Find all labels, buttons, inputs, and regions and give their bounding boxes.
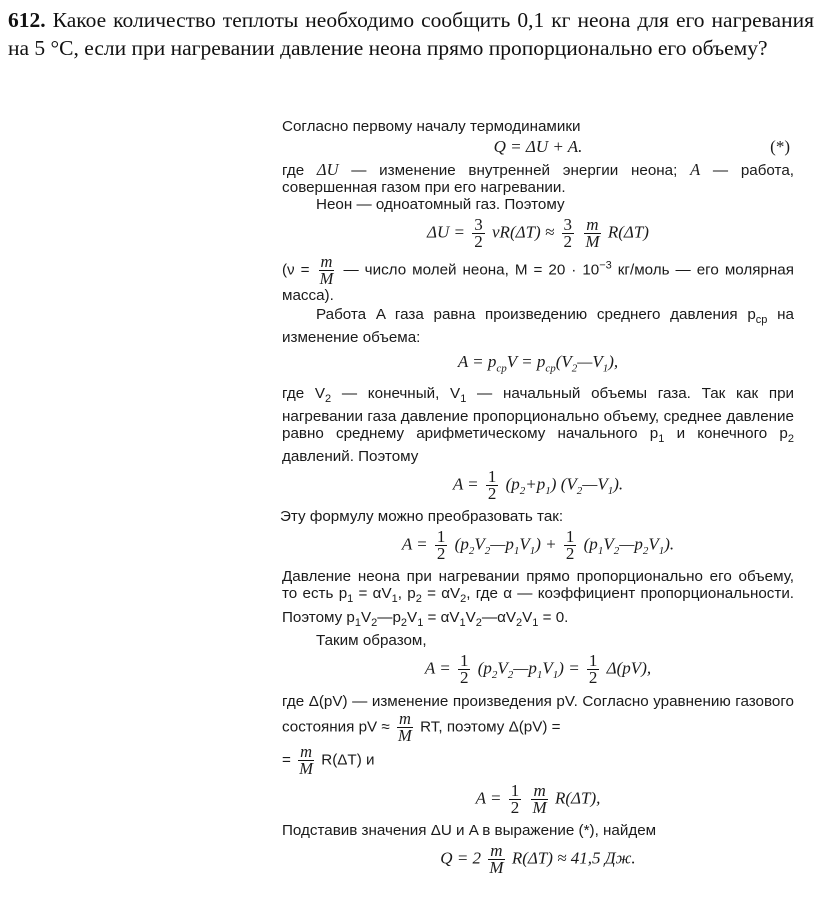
t: (p	[454, 534, 469, 554]
num: m	[533, 780, 546, 800]
t: ) (V	[550, 474, 577, 494]
solution-line	[282, 385, 794, 465]
formula-work-split	[282, 529, 794, 562]
t: A =	[452, 474, 479, 494]
t: = αV	[353, 585, 392, 603]
num: m	[586, 215, 599, 234]
s: ср	[545, 362, 556, 375]
solution-line	[282, 741, 794, 778]
num: 1	[459, 650, 469, 670]
t: (p	[505, 474, 520, 494]
num: 1	[487, 467, 497, 487]
num: 3	[563, 215, 573, 234]
fraction	[486, 469, 499, 502]
formula-first-law	[282, 138, 794, 155]
t: =	[282, 751, 291, 769]
s: ср	[496, 362, 507, 375]
solution-line: Эту формулу можно преобразовать так:	[280, 508, 564, 526]
t: ) =	[558, 657, 580, 677]
fraction	[587, 650, 600, 687]
den: M	[319, 269, 334, 288]
s: 1	[459, 616, 466, 629]
s: 2	[325, 393, 332, 406]
t: где V	[282, 385, 326, 403]
formula-tag: (*)	[770, 137, 790, 156]
text: — число молей неона, M = 20 · 10	[343, 261, 600, 279]
den: 2	[474, 232, 483, 251]
fraction	[298, 741, 314, 778]
problem-number: 612.	[8, 8, 46, 32]
num: m	[490, 840, 503, 860]
sub: ср	[755, 314, 768, 327]
t: V	[465, 608, 476, 626]
num: m	[320, 252, 333, 271]
t: давлений. Поэтому	[282, 448, 419, 466]
s: 2	[460, 593, 467, 606]
s: 1	[347, 593, 354, 606]
t: V	[407, 608, 418, 626]
fraction	[584, 217, 600, 250]
s: 2	[519, 485, 526, 498]
formula-work-final	[282, 780, 794, 817]
text: — работа, совершенная газом при его нагревании.	[282, 162, 794, 196]
formula-text: Q = ΔU + A.	[493, 137, 583, 156]
t: A =	[475, 787, 502, 807]
formula-work	[282, 353, 794, 377]
s: 1	[460, 393, 467, 406]
den: 2	[588, 667, 598, 687]
num: m	[398, 708, 411, 728]
fraction	[531, 780, 547, 817]
solution-line	[282, 692, 794, 744]
s: 1	[354, 616, 362, 629]
fraction	[472, 217, 485, 250]
t: ) +	[535, 534, 557, 554]
formula-internal-energy	[282, 217, 794, 250]
s: 1	[607, 485, 614, 498]
solution-line: Согласно первому началу термодинамики	[282, 118, 581, 135]
t: V	[648, 534, 659, 554]
t: R(ΔT),	[554, 787, 601, 807]
text: где	[282, 162, 317, 179]
s: 1	[529, 545, 536, 558]
solution-line	[282, 254, 794, 304]
s: 2	[468, 545, 475, 558]
s: 2	[475, 616, 482, 629]
t: —p	[619, 534, 643, 554]
text: Работа A газа равна произведению среднего давления p	[316, 306, 756, 323]
solution-line	[282, 161, 794, 196]
t: A = p	[457, 352, 497, 372]
num: 3	[474, 215, 483, 234]
den: M	[398, 725, 412, 745]
den: M	[585, 232, 600, 251]
text: кг/моль — его молярная масса).	[282, 261, 794, 304]
t: V = p	[506, 352, 546, 372]
text: A	[690, 160, 701, 179]
s: 2	[491, 668, 498, 681]
t: R(ΔT) ≈ 41,5 Дж.	[511, 847, 636, 867]
s: 2	[571, 362, 578, 375]
s: 2	[507, 668, 514, 681]
t: — начальный объемы газа. Так как при нагревании газа давление пропорционально объему, среднее давление равно среднему арифметическому начального p	[282, 385, 794, 443]
t: , где α — коэффициент пропорциональности. Поэтому p	[282, 585, 795, 626]
s: 1	[417, 616, 424, 629]
s: 1	[552, 668, 559, 681]
t: V	[522, 608, 533, 626]
s: 1	[391, 593, 398, 606]
t: , p	[397, 585, 416, 603]
t: Q = 2	[440, 847, 482, 867]
t: (p	[477, 657, 492, 677]
s: 1	[513, 545, 520, 558]
t: Δ(pV),	[606, 657, 652, 677]
num: 1	[436, 527, 446, 547]
solution-line	[282, 306, 794, 346]
t: = αV	[423, 608, 460, 626]
t: —V	[577, 352, 603, 372]
formula-work-avg	[282, 469, 794, 502]
fraction	[564, 529, 577, 562]
s: 2	[576, 485, 583, 498]
t: (V	[555, 352, 572, 372]
problem-text: Какое количество теплоты необходимо сообщить 0,1 кг неона для его нагревания на 5 °C, если при нагревании давление неона прямо пропорционально его объему?	[8, 8, 814, 60]
den: 2	[459, 667, 469, 687]
solution-line: Таким образом,	[316, 631, 427, 649]
t: = αV	[421, 585, 461, 603]
t: A =	[424, 657, 451, 677]
fraction	[488, 840, 504, 877]
t: —p	[513, 657, 537, 677]
den: 2	[510, 797, 520, 817]
fraction	[397, 708, 413, 745]
den: M	[532, 797, 547, 817]
t: A =	[401, 534, 428, 554]
t: ).	[664, 534, 675, 554]
num: 1	[588, 650, 598, 670]
fraction	[509, 780, 522, 817]
t: +p	[525, 474, 546, 494]
t: V	[361, 608, 372, 626]
den: 2	[565, 544, 575, 564]
text: на изменение объема:	[282, 306, 794, 347]
formula-work-delta	[282, 650, 794, 687]
t: —V	[582, 474, 608, 494]
t: RT, поэтому Δ(pV) =	[420, 718, 561, 736]
solution-line: Неон — одноатомный газ. Поэтому	[316, 196, 565, 213]
num: 1	[510, 780, 520, 800]
s: 1	[602, 362, 609, 375]
s: 2	[400, 616, 408, 629]
t: (p	[583, 534, 598, 554]
t: и конечного p	[664, 425, 788, 443]
den: M	[299, 758, 313, 778]
fraction	[458, 650, 471, 687]
s: 2	[516, 616, 523, 629]
formula-text: ΔU =	[427, 222, 466, 242]
exp: −3	[599, 259, 612, 272]
s: 2	[415, 593, 422, 606]
t: = 0.	[538, 608, 569, 626]
text: — изменение внутренней энергии неона;	[338, 162, 691, 179]
solution-block	[282, 118, 794, 876]
den: M	[489, 857, 504, 877]
solution-line	[282, 568, 794, 631]
t: V	[474, 534, 485, 554]
t: ),	[608, 352, 619, 372]
solution-line: Подставив значения ΔU и A в выражение (*), найдем	[282, 821, 657, 839]
num: m	[300, 741, 313, 761]
t: ).	[613, 474, 624, 494]
formula-text: R(ΔT)	[607, 222, 649, 242]
s: 2	[484, 545, 491, 558]
t: —p	[490, 534, 514, 554]
t: где Δ(pV) — изменение произведения pV. Согласно уравнению газового состояния pV ≈	[282, 692, 794, 736]
t: —αV	[481, 608, 517, 626]
formula-answer	[282, 840, 794, 877]
text: (ν =	[282, 261, 310, 279]
fraction	[562, 217, 575, 250]
s: 1	[536, 668, 543, 681]
den: 2	[563, 232, 573, 251]
s: 2	[371, 616, 378, 629]
t: — конечный, V	[331, 385, 461, 403]
den: 2	[436, 544, 446, 564]
s: 2	[642, 545, 649, 558]
s: 1	[658, 433, 665, 446]
t: —p	[377, 608, 401, 626]
s: 1	[532, 616, 539, 629]
text: ΔU	[316, 160, 339, 179]
s: 2	[613, 545, 620, 558]
problem-statement	[8, 6, 814, 62]
num: 1	[565, 527, 575, 547]
t: V	[542, 657, 553, 677]
t: R(ΔT) и	[321, 751, 375, 769]
den: 2	[487, 484, 497, 504]
s: 1	[658, 545, 665, 558]
s: 1	[545, 485, 551, 498]
t: V	[603, 534, 614, 554]
s: 1	[597, 545, 604, 558]
s: 2	[787, 433, 794, 446]
t: V	[519, 534, 530, 554]
formula-text: νR(ΔT) ≈	[492, 222, 555, 242]
fraction	[435, 529, 448, 562]
t: V	[497, 657, 508, 677]
fraction	[319, 254, 335, 287]
t: Давление неона при нагревании прямо пропорционально его объему, то есть p	[282, 568, 794, 603]
